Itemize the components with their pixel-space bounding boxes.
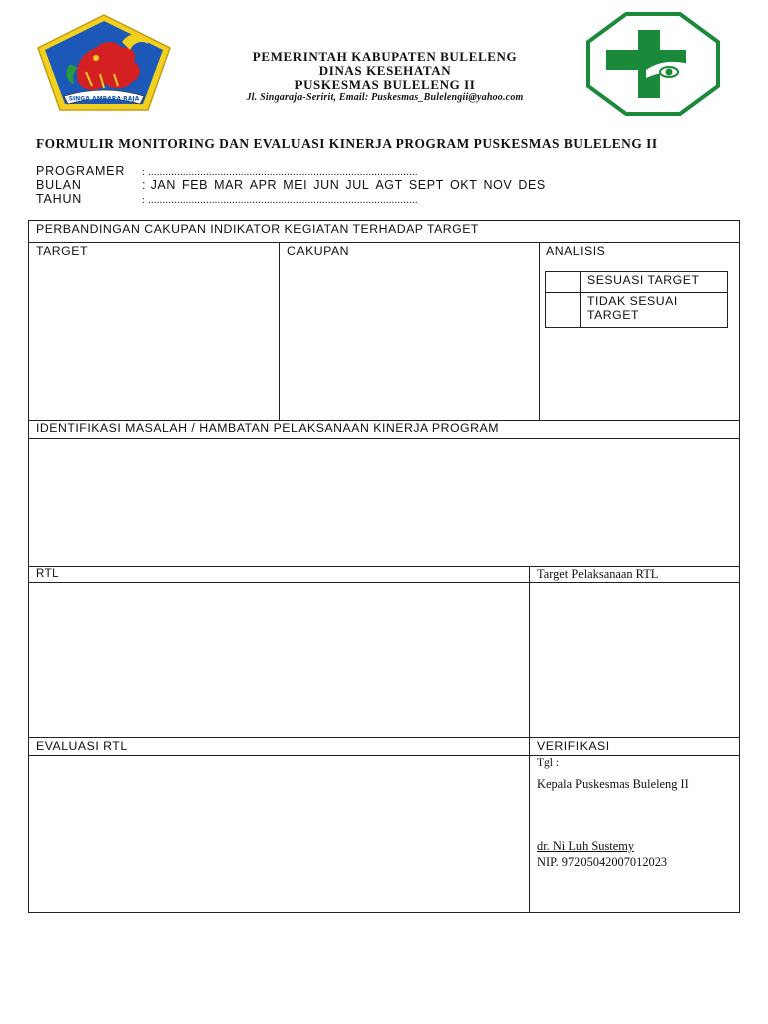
col-cakupan-label: CAKUPAN (287, 244, 350, 258)
programer-value: : ............................................................................................. (142, 167, 418, 178)
header-puskesmas: PUSKESMAS BULELENG II (294, 77, 476, 92)
bulan-field[interactable] (36, 178, 552, 192)
verifikasi-label: VERIFIKASI (537, 739, 610, 753)
crest-banner-text: SINGA AMBARA RAJA (68, 95, 140, 103)
puskesmas-logo (586, 12, 720, 116)
month-feb[interactable]: FEB (181, 178, 209, 192)
header-department: DINAS KESEHATAN (318, 63, 452, 78)
month-nov[interactable]: NOV (483, 178, 513, 192)
target-rtl-input-area[interactable] (536, 586, 734, 731)
month-agt[interactable]: AGT (375, 178, 403, 192)
signatory-name: dr. Ni Luh Sustemy (537, 839, 635, 853)
tgl-label: Tgl : (537, 757, 560, 769)
month-jul[interactable]: JUL (345, 178, 370, 192)
rtl-label: RTL (36, 568, 60, 580)
month-mei[interactable]: MEI (283, 178, 308, 192)
month-mar[interactable]: MAR (214, 178, 244, 192)
checkbox-sesuai-target[interactable] (546, 272, 579, 291)
col-target-label: TARGET (36, 244, 88, 258)
cakupan-input-area[interactable] (287, 262, 533, 412)
rtl-input-area[interactable] (36, 586, 524, 731)
signatory-nip: NIP. 97205042007012023 (537, 855, 668, 869)
kepala-label: Kepala Puskesmas Buleleng II (537, 777, 689, 791)
tahun-label: TAHUN (36, 192, 83, 206)
option-tidak-sesuai-line2: TARGET (587, 308, 639, 322)
programer-label: PROGRAMER (36, 164, 126, 178)
option-sesuai-target: SESUASI TARGET (587, 273, 700, 287)
section2-title: IDENTIFIKASI MASALAH / HAMBATAN PELAKSANAAN KINERJA PROGRAM (36, 421, 499, 435)
tahun-field[interactable] (36, 192, 418, 206)
evaluasi-rtl-label: EVALUASI RTL (36, 739, 128, 753)
form-title: FORMULIR MONITORING DAN EVALUASI KINERJA PROGRAM PUSKESMAS BULELENG II (36, 136, 658, 151)
month-apr[interactable]: APR (249, 178, 278, 192)
identifikasi-input-area[interactable] (36, 442, 732, 562)
option-tidak-sesuai-line1: TIDAK SESUAI (587, 294, 678, 308)
col-analisis-label: ANALISIS (546, 244, 606, 258)
header-address: Jl. Singaraja-Seririt, Email: Puskesmas_Bulelengii@yahoo.com (246, 92, 524, 103)
month-okt[interactable]: OKT (449, 178, 478, 192)
month-des[interactable]: DES (518, 178, 546, 192)
buleleng-crest-logo (34, 12, 174, 112)
tahun-value: : ............................................................................................. (142, 195, 418, 206)
target-rtl-label: Target Pelaksanaan RTL (537, 567, 659, 581)
checkbox-tidak-sesuai-target[interactable] (546, 293, 579, 327)
section1-title: PERBANDINGAN CAKUPAN INDIKATOR KEGIATAN TERHADAP TARGET (36, 222, 479, 236)
month-jan[interactable]: JAN (150, 178, 176, 192)
evaluasi-input-area[interactable] (36, 759, 524, 907)
bulan-sep: : (142, 178, 147, 192)
month-sept[interactable]: SEPT (408, 178, 444, 192)
bulan-label: BULAN (36, 178, 82, 192)
month-jun[interactable]: JUN (313, 178, 340, 192)
month-list (151, 178, 552, 192)
header-government: PEMERINTAH KABUPATEN BULELENG (252, 49, 518, 64)
programer-field[interactable] (36, 164, 418, 178)
target-input-area[interactable] (36, 262, 272, 412)
